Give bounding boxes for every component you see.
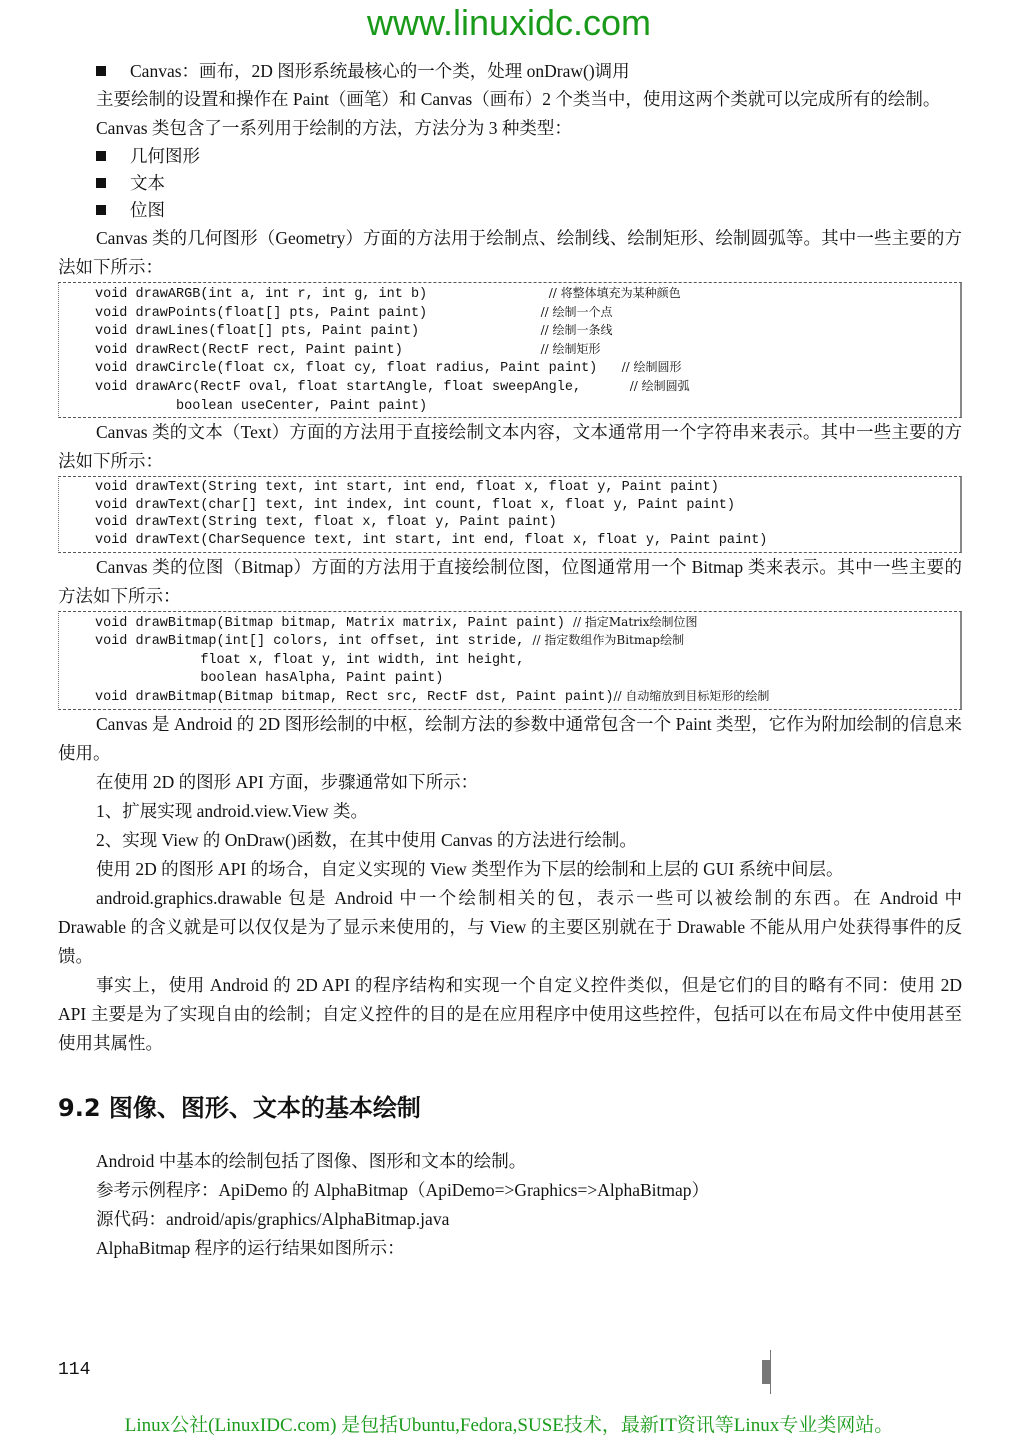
code-line: void drawText(String text, int start, int end, float x, float y, Paint paint): [95, 480, 719, 496]
code-line: void drawText(char[] text, int index, int count, float x, float y, Paint paint): [95, 497, 736, 513]
code-line: void drawRect(RectF rect, Paint paint) // 绘制矩形: [95, 341, 601, 358]
page-number: 114: [58, 1360, 91, 1380]
paragraph-geometry: Canvas 类的几何图形（Geometry）方面的方法用于绘制点、绘制线、绘制矩形、绘制圆弧等。其中一些主要的方法如下所示：: [58, 228, 962, 277]
code-block-geometry: [58, 282, 962, 418]
paragraph-canvas-hub: Canvas 是 Android 的 2D 图形绘制的中枢，绘制方法的参数中通常包含一个 Paint 类型，它作为附加绘制的信息来使用。: [58, 713, 962, 763]
paragraph-run-result: AlphaBitmap 程序的运行结果如图所示：: [96, 1237, 405, 1258]
document-page: [58, 58, 962, 1263]
code-line: void drawText(CharSequence text, int start, int end, float x, float y, Paint paint): [95, 532, 768, 548]
code-line: void drawArc(RectF oval, float startAngle, float sweepAngle, // 绘制圆弧: [95, 378, 690, 395]
site-footer-banner[interactable]: Linux公社(LinuxIDC.com) 是包括Ubuntu,Fedora,SUSE技术，最新IT资讯等Linux专业类网站。: [124, 1415, 894, 1436]
paragraph-paint-canvas: 主要绘制的设置和操作在 Paint（画笔）和 Canvas（画布）2 个类当中，使用这两个类就可以完成所有的绘制。: [96, 89, 941, 109]
bullet-square-icon: [96, 205, 106, 215]
paragraph-steps-intro: 在使用 2D 的图形 API 方面，步骤通常如下所示：: [96, 771, 479, 792]
code-line: void drawLines(float[] pts, Paint paint) // 绘制一条线: [95, 323, 613, 340]
code-line: void drawPoints(float[] pts, Paint paint) // 绘制一个点: [95, 304, 613, 321]
paragraph-reference-sample: 参考示例程序：ApiDemo 的 AlphaBitmap（ApiDemo=>Graphics=>AlphaBitmap）: [96, 1179, 710, 1200]
paragraph-text-methods: Canvas 类的文本（Text）方面的方法用于直接绘制文本内容，文本通常用一个字符串来表示。其中一些主要的方法如下所示：: [58, 422, 962, 472]
bullet-text: 文本: [58, 170, 962, 197]
code-block-bitmap: [58, 611, 962, 710]
paragraph-drawable: android.graphics.drawable 包是 Android 中一个绘制相关的包，表示一些可以被绘制的东西。在 Android 中 Drawable 的含义就是可以仅仅是为了显示来使用的，与 View 的主要区别就在于 Drawable 不能从用户处获得事件的反馈。: [58, 887, 962, 966]
code-line: void drawCircle(float cx, float cy, float radius, Paint paint) // 绘制圆形: [95, 360, 682, 377]
site-watermark[interactable]: www.linuxidc.com: [366, 2, 652, 43]
paragraph-bitmap-methods: Canvas 类的位图（Bitmap）方面的方法用于直接绘制位图，位图通常用一个 Bitmap 类来表示。其中一些主要的方法如下所示：: [58, 556, 962, 606]
step-2: 2、实现 View 的 OnDraw()函数，在其中使用 Canvas 的方法进行绘制。: [96, 829, 637, 850]
paragraph-fact: 事实上，使用 Android 的 2D API 的程序结构和实现一个自定义控件类似，但是它们的目的略有不同：使用 2D API 主要是为了实现自由的绘制；自定义控件的目的是在应用程序中使用这些控件，包括可以在布局文件中使用甚至使用其属性。: [58, 974, 962, 1053]
code-line: void drawBitmap(Bitmap bitmap, Rect src, RectF dst, Paint paint)// 自动缩放到目标矩形的绘制: [95, 688, 770, 705]
bullet-geometry: 几何图形: [58, 143, 962, 170]
code-line: void drawARGB(int a, int r, int g, int b) // 将整体填充为某种颜色: [95, 286, 681, 302]
code-block-text: [58, 476, 962, 552]
bullet-square-icon: [96, 151, 106, 161]
bullet-bitmap: 位图: [58, 197, 962, 224]
code-line: float x, float y, int width, int height,: [95, 652, 525, 668]
code-line: boolean hasAlpha, Paint paint): [95, 671, 444, 687]
paragraph-usage: 使用 2D 的图形 API 的场合，自定义实现的 View 类型作为下层的绘制和上层的 GUI 系统中间层。: [96, 858, 844, 879]
paragraph-method-types: Canvas 类包含了一系列用于绘制的方法，方法分为 3 种类型：: [96, 118, 572, 138]
page-tab-marker: [762, 1360, 770, 1384]
bullet-square-icon: [96, 178, 106, 188]
section-heading-9-2: 9.2 图像、图形、文本的基本绘制: [58, 1093, 421, 1122]
paragraph-source-code: 源代码：android/apis/graphics/AlphaBitmap.java: [96, 1208, 450, 1229]
code-line: boolean useCenter, Paint paint): [95, 398, 428, 414]
bullet-canvas: Canvas：画布，2D 图形系统最核心的一个类，处理 onDraw()调用: [58, 58, 962, 85]
step-1: 1、扩展实现 android.view.View 类。: [96, 800, 368, 821]
code-line: void drawText(String text, float x, float y, Paint paint): [95, 515, 557, 531]
bullet-square-icon: [96, 66, 106, 76]
page-divider: [770, 1350, 771, 1394]
code-line: void drawBitmap(int[] colors, int offset, int stride, // 指定数组作为Bitmap绘制: [95, 633, 685, 650]
code-line: void drawBitmap(Bitmap bitmap, Matrix matrix, Paint paint) // 指定Matrix绘制位图: [95, 614, 698, 631]
paragraph-basic-drawing: Android 中基本的绘制包括了图像、图形和文本的绘制。: [96, 1150, 527, 1171]
